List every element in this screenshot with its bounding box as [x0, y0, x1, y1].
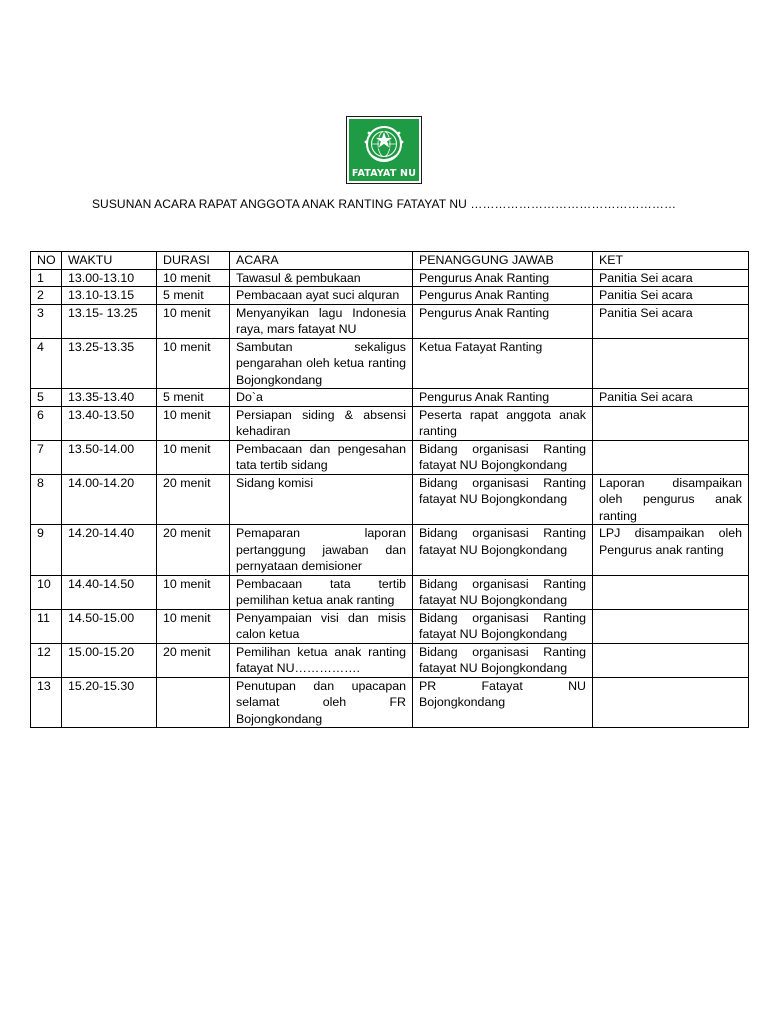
cell-durasi: 20 menit [157, 525, 230, 576]
table-row [31, 269, 749, 287]
cell-waktu: 13.15- 13.25 [62, 304, 157, 338]
cell-ket [593, 609, 749, 643]
cell-penanggung-jawab: Bidang organisasi Ranting fatayat NU Bojongkondang [413, 609, 593, 643]
cell-penanggung-jawab: Ketua Fatayat Ranting [413, 338, 593, 389]
cell-durasi: 20 menit [157, 643, 230, 677]
cell-durasi: 10 menit [157, 304, 230, 338]
cell-ket: Panitia Sei acara [593, 269, 749, 287]
cell-ket [593, 643, 749, 677]
header-durasi: DURASI [157, 252, 230, 270]
cell-penanggung-jawab: Bidang organisasi Ranting fatayat NU Bojongkondang [413, 525, 593, 576]
cell-no: 7 [31, 440, 62, 474]
table-row [31, 287, 749, 305]
cell-acara: Pemilihan ketua anak ranting fatayat NU……………. [230, 643, 413, 677]
cell-no: 5 [31, 389, 62, 407]
cell-acara: Sidang komisi [230, 474, 413, 525]
cell-acara: Penyampaian visi dan misis calon ketua [230, 609, 413, 643]
cell-ket [593, 406, 749, 440]
cell-penanggung-jawab: Bidang organisasi Ranting fatayat NU Bojongkondang [413, 474, 593, 525]
table-row [31, 575, 749, 609]
header-ket: KET [593, 252, 749, 270]
cell-acara: Penutupan dan upacapan selamat oleh FR Bojongkondang [230, 677, 413, 728]
logo-text: FATAYAT NU [351, 168, 417, 179]
header-acara: ACARA [230, 252, 413, 270]
cell-penanggung-jawab: Pengurus Anak Ranting [413, 269, 593, 287]
cell-ket: Panitia Sei acara [593, 287, 749, 305]
cell-no: 1 [31, 269, 62, 287]
cell-no: 8 [31, 474, 62, 525]
table-row [31, 389, 749, 407]
cell-ket [593, 338, 749, 389]
cell-durasi: 10 menit [157, 269, 230, 287]
cell-ket [593, 575, 749, 609]
table-row [31, 406, 749, 440]
table-row [31, 609, 749, 643]
cell-penanggung-jawab: Peserta rapat anggota anak ranting [413, 406, 593, 440]
cell-waktu: 15.00-15.20 [62, 643, 157, 677]
cell-acara: Persiapan siding & absensi kehadiran [230, 406, 413, 440]
header-no: NO [31, 252, 62, 270]
cell-durasi: 10 menit [157, 440, 230, 474]
cell-acara: Pemaparan laporan pertanggung jawaban dan pernyataan demisioner [230, 525, 413, 576]
cell-acara: Pembacaan ayat suci alquran [230, 287, 413, 305]
table-row [31, 304, 749, 338]
cell-ket: Panitia Sei acara [593, 389, 749, 407]
cell-acara: Pembacaan dan pengesahan tata tertib sidang [230, 440, 413, 474]
cell-no: 12 [31, 643, 62, 677]
cell-no: 13 [31, 677, 62, 728]
cell-acara: Tawasul & pembukaan [230, 269, 413, 287]
table-row [31, 677, 749, 728]
cell-waktu: 14.40-14.50 [62, 575, 157, 609]
cell-no: 6 [31, 406, 62, 440]
cell-ket [593, 440, 749, 474]
cell-waktu: 13.25-13.35 [62, 338, 157, 389]
cell-ket: LPJ disampaikan oleh Pengurus anak ranting [593, 525, 749, 576]
cell-ket [593, 677, 749, 728]
cell-penanggung-jawab: Bidang organisasi Ranting fatayat NU Bojongkondang [413, 440, 593, 474]
cell-durasi: 10 menit [157, 338, 230, 389]
cell-acara: Do`a [230, 389, 413, 407]
cell-waktu: 13.10-13.15 [62, 287, 157, 305]
cell-penanggung-jawab: Bidang organisasi Ranting fatayat NU Bojongkondang [413, 643, 593, 677]
table-row [31, 338, 749, 389]
table-row [31, 643, 749, 677]
cell-durasi: 5 menit [157, 389, 230, 407]
fatayat-nu-logo [346, 116, 422, 184]
cell-durasi: 10 menit [157, 609, 230, 643]
logo-emblem [349, 119, 419, 181]
document-title: SUSUNAN ACARA RAPAT ANGGOTA ANAK RANTING FATAYAT NU …………………………………………… [91, 197, 677, 211]
cell-acara: Pembacaan tata tertib pemilihan ketua anak ranting [230, 575, 413, 609]
header-waktu: WAKTU [62, 252, 157, 270]
cell-waktu: 13.35-13.40 [62, 389, 157, 407]
cell-no: 9 [31, 525, 62, 576]
cell-acara: Sambutan sekaligus pengarahan oleh ketua ranting Bojongkondang [230, 338, 413, 389]
cell-penanggung-jawab: Pengurus Anak Ranting [413, 287, 593, 305]
cell-penanggung-jawab: Pengurus Anak Ranting [413, 304, 593, 338]
cell-durasi: 10 menit [157, 406, 230, 440]
header-penanggung-jawab: PENANGGUNG JAWAB [413, 252, 593, 270]
cell-no: 10 [31, 575, 62, 609]
cell-ket: Laporan disampaikan oleh pengurus anak ranting [593, 474, 749, 525]
cell-penanggung-jawab: Bidang organisasi Ranting fatayat NU Bojongkondang [413, 575, 593, 609]
table-row [31, 474, 749, 525]
cell-no: 4 [31, 338, 62, 389]
cell-durasi [157, 677, 230, 728]
table-row [31, 440, 749, 474]
cell-waktu: 14.00-14.20 [62, 474, 157, 525]
schedule-table [30, 251, 749, 728]
cell-waktu: 15.20-15.30 [62, 677, 157, 728]
cell-no: 3 [31, 304, 62, 338]
cell-penanggung-jawab: PR Fatayat NU Bojongkondang [413, 677, 593, 728]
cell-waktu: 13.40-13.50 [62, 406, 157, 440]
cell-penanggung-jawab: Pengurus Anak Ranting [413, 389, 593, 407]
header-row [31, 252, 749, 270]
cell-waktu: 13.50-14.00 [62, 440, 157, 474]
cell-durasi: 20 menit [157, 474, 230, 525]
cell-no: 2 [31, 287, 62, 305]
cell-ket: Panitia Sei acara [593, 304, 749, 338]
cell-acara: Menyanyikan lagu Indonesia raya, mars fatayat NU [230, 304, 413, 338]
cell-no: 11 [31, 609, 62, 643]
cell-waktu: 13.00-13.10 [62, 269, 157, 287]
cell-waktu: 14.20-14.40 [62, 525, 157, 576]
cell-waktu: 14.50-15.00 [62, 609, 157, 643]
cell-durasi: 10 menit [157, 575, 230, 609]
table-row [31, 525, 749, 576]
cell-durasi: 5 menit [157, 287, 230, 305]
